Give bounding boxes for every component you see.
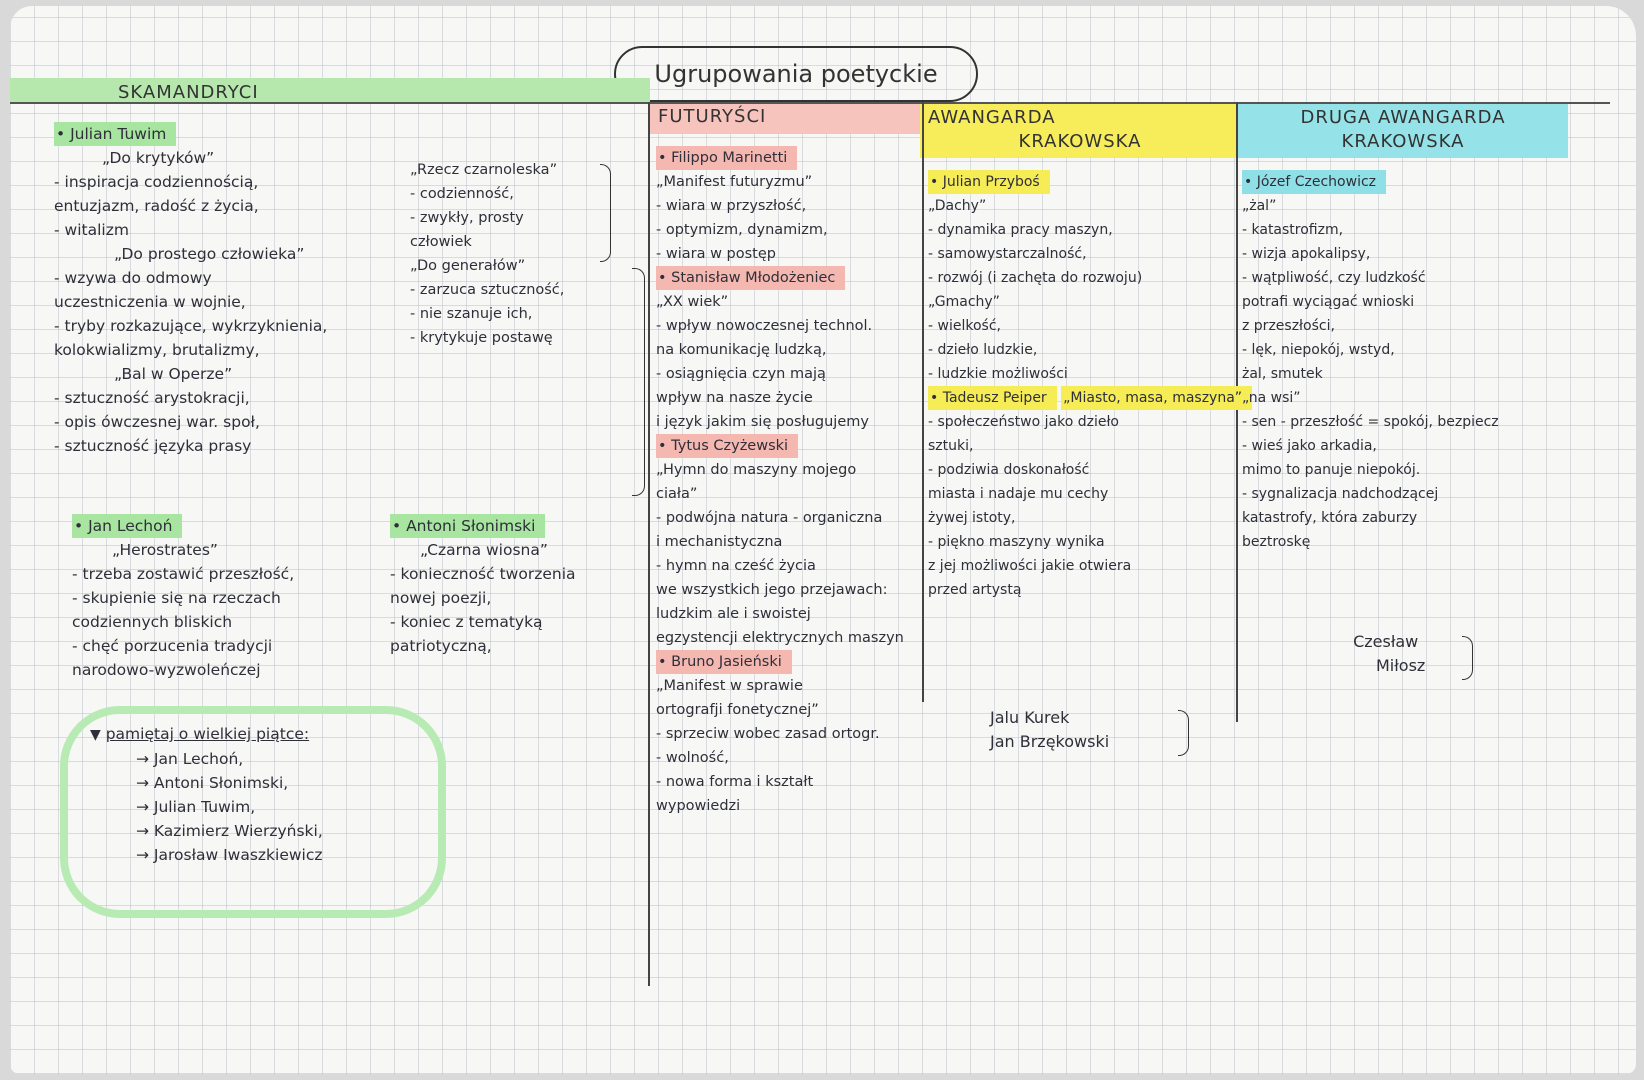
note-line: • Tytus Czyżewski — [656, 434, 798, 458]
druga-header-line2: KRAKOWSKA — [1341, 131, 1465, 152]
note-line: „Manifest w sprawie — [656, 678, 803, 694]
note-line: codziennych bliskich — [72, 613, 233, 631]
note-line: - wizja apokalipsy, — [1242, 246, 1371, 262]
note-line: na komunikację ludzką, — [656, 342, 827, 358]
note-line: - krytykuje postawę — [410, 330, 553, 346]
note-line: • Józef Czechowicz — [1242, 170, 1386, 194]
note-line: - sztuczność języka prasy — [54, 437, 252, 455]
note-line: katastrofy, która zaburzy — [1242, 510, 1418, 526]
note-line: - podziwia doskonałość — [928, 462, 1090, 478]
note-line: „Rzecz czarnoleska” — [410, 162, 558, 178]
note-line: • Julian Tuwim — [54, 122, 176, 146]
skamandryci-tuwim-notes — [54, 122, 327, 458]
note-line: - nowa forma i kształt — [656, 774, 814, 790]
note-line: wypowiedzi — [656, 798, 741, 814]
note-line: - samowystarczalność, — [928, 246, 1087, 262]
awangarda-notes — [928, 170, 1252, 602]
note-line: potrafi wyciągać wnioski — [1242, 294, 1415, 310]
note-line: we wszystkich jego przejawach: — [656, 582, 888, 598]
note-line: - sztuczność arystokracji, — [54, 389, 250, 407]
note-line: - wielkość, — [928, 318, 1001, 334]
note-line: - dzieło ludzkie, — [928, 342, 1038, 358]
note-line: uczestniczenia w wojnie, — [54, 293, 246, 311]
note-line: ludzkim ale i swoistej — [656, 606, 811, 622]
note-line: - wzywa do odmowy — [54, 269, 212, 287]
note-line: • Bruno Jasieński — [656, 650, 792, 674]
note-line: „Gmachy” — [928, 294, 1000, 310]
note-line: „Dachy” — [928, 198, 987, 214]
awangarda-header — [922, 106, 1238, 154]
note-line: - wpływ nowoczesnej technol. — [656, 318, 873, 334]
note-line: „Manifest futuryzmu” — [656, 174, 813, 190]
note-line: i język jakim się posługujemy — [656, 414, 869, 430]
note-line: - sygnalizacja nadchodzącej — [1242, 486, 1439, 502]
note-line: „Do prostego człowieka” — [114, 245, 305, 263]
note-line: „Herostrates” — [112, 541, 218, 559]
remember-title — [90, 722, 323, 747]
note-line: - sen - przeszłość = spokój, bezpiecz — [1242, 414, 1499, 430]
note-line: z jej możliwości jakie otwiera — [928, 558, 1132, 574]
note-line: człowiek — [410, 234, 472, 250]
remember-item: → Antoni Słonimski, — [136, 774, 289, 792]
note-line: „Do krytyków” — [102, 149, 215, 167]
druga-header — [1238, 106, 1568, 154]
brace-4 — [1462, 636, 1473, 680]
note-line: • Antoni Słonimski — [390, 514, 545, 538]
note-line: • Stanisław Młodożeniec — [656, 266, 845, 290]
note-line: nowej poezji, — [390, 589, 492, 607]
note-line: żal, smutek — [1242, 366, 1323, 382]
note-line: „Hymn do maszyny mojego — [656, 462, 857, 478]
note-line: żywej istoty, — [928, 510, 1016, 526]
remember-item: → Julian Tuwim, — [136, 798, 256, 816]
note-line: „Do generałów” — [410, 258, 526, 274]
note-line: - podwójna natura - organiczna — [656, 510, 883, 526]
note-line: - tryby rozkazujące, wykrzyknienia, — [54, 317, 328, 335]
note-line: - ludzkie możliwości — [928, 366, 1068, 382]
druga-header-line1: DRUGA AWANGARDA — [1300, 107, 1506, 128]
note-line: patriotyczną, — [390, 637, 492, 655]
note-line: z przeszłości, — [1242, 318, 1335, 334]
note-line: „żal” — [1242, 198, 1277, 214]
divider-1 — [648, 102, 650, 986]
skamandryci-header-band — [10, 78, 650, 104]
note-line: - optymizm, dynamizm, — [656, 222, 828, 238]
notebook-page — [10, 6, 1636, 1074]
extra-name: Jalu Kurek — [990, 708, 1070, 727]
druga-notes — [1242, 170, 1499, 554]
skamandryci-lechon-notes — [72, 514, 294, 682]
brace-3 — [1178, 710, 1189, 756]
pin-icon: ▼ — [90, 727, 101, 743]
skamandryci-tuwim-extra-notes — [410, 158, 564, 350]
skamandryci-header: SKAMANDRYCI — [118, 82, 259, 103]
note-line: - chęć porzucenia tradycji — [72, 637, 273, 655]
note-line: - rozwój (i zachęta do rozwoju) — [928, 270, 1143, 286]
note-line: - piękno maszyny wynika — [928, 534, 1105, 550]
note-line: „Czarna wiosna” — [420, 541, 548, 559]
note-line: - nie szanuje ich, — [410, 306, 533, 322]
note-line: - inspiracja codziennością, — [54, 173, 259, 191]
note-line: beztroskę — [1242, 534, 1311, 550]
note-line: „Bal w Operze” — [114, 365, 233, 383]
remember-item: → Jarosław Iwaszkiewicz — [136, 846, 323, 864]
note-line: - zwykły, prosty — [410, 210, 524, 226]
note-line: przed artystą — [928, 582, 1022, 598]
note-line: - dynamika pracy maszyn, — [928, 222, 1113, 238]
note-line: - konieczność tworzenia — [390, 565, 576, 583]
note-line: - witalizm — [54, 221, 129, 239]
page-title — [614, 46, 978, 102]
note-line: - osiągnięcia czyn mają — [656, 366, 826, 382]
futurysci-notes — [656, 146, 904, 818]
note-line: • Julian Przyboś — [928, 170, 1050, 194]
note-line: - opis ówczesnej war. społ, — [54, 413, 260, 431]
extra-name: Miłosz — [1376, 656, 1426, 675]
note-line: - koniec z tematyką — [390, 613, 543, 631]
brace-2 — [632, 268, 645, 496]
page-title-text: Ugrupowania poetyckie — [654, 60, 938, 88]
note-line: - trzeba zostawić przeszłość, — [72, 565, 295, 583]
druga-extra-names — [1346, 630, 1425, 678]
note-line: - wątpliwość, czy ludzkość — [1242, 270, 1426, 286]
remember-item: → Kazimierz Wierzyński, — [136, 822, 323, 840]
remember-item: → Jan Lechoń, — [136, 750, 244, 768]
note-line: - wieś jako arkadia, — [1242, 438, 1377, 454]
note-line: miasta i nadaje mu cechy — [928, 486, 1109, 502]
note-line: entuzjazm, radość z życia, — [54, 197, 259, 215]
note-line: ciała” — [656, 486, 698, 502]
note-line: i mechanistyczna — [656, 534, 783, 550]
note-line: ortografji fonetycznej” — [656, 702, 819, 718]
note-line: - społeczeństwo jako dzieło — [928, 414, 1119, 430]
note-line: - skupienie się na rzeczach — [72, 589, 281, 607]
awangarda-header-line1: AWANGARDA — [928, 107, 1056, 128]
note-line: • Tadeusz Peiper — [928, 386, 1057, 410]
note-line: - zarzuca sztuczność, — [410, 282, 565, 298]
note-line: wpływ na nasze życie — [656, 390, 813, 406]
note-line: „XX wiek” — [656, 294, 729, 310]
note-line: • Filippo Marinetti — [656, 146, 797, 170]
note-line: - wiara w postęp — [656, 246, 776, 262]
futurysci-header: FUTURYŚCI — [658, 106, 767, 127]
extra-name: Czesław — [1353, 632, 1419, 651]
note-line: - katastrofizm, — [1242, 222, 1344, 238]
note-line: - sprzeciw wobec zasad ortogr. — [656, 726, 880, 742]
note-line: - codzienność, — [410, 186, 514, 202]
divider-2 — [922, 102, 924, 702]
note-line: „Miasto, masa, maszyna” — [1061, 386, 1252, 410]
note-line: - lęk, niepokój, wstyd, — [1242, 342, 1395, 358]
skamandryci-slonimski-notes — [390, 514, 576, 658]
note-line: narodowo-wyzwoleńczej — [72, 661, 261, 679]
note-line: „na wsi” — [1242, 390, 1301, 406]
note-line: kolokwializmy, brutalizmy, — [54, 341, 260, 359]
note-line: - hymn na cześć życia — [656, 558, 816, 574]
awangarda-header-line2: KRAKOWSKA — [1018, 131, 1142, 152]
note-line: mimo to panuje niepokój. — [1242, 462, 1421, 478]
note-line: • Jan Lechoń — [72, 514, 182, 538]
awangarda-extra-names — [990, 706, 1109, 754]
remember-notes — [90, 722, 323, 867]
extra-name: Jan Brzękowski — [990, 732, 1110, 751]
note-line: - wiara w przyszłość, — [656, 198, 807, 214]
note-line: sztuki, — [928, 438, 974, 454]
brace-1 — [600, 164, 611, 262]
note-line: egzystencji elektrycznych maszyn — [656, 630, 904, 646]
remember-title-text: pamiętaj o wielkiej piątce: — [105, 725, 310, 743]
note-line: - wolność, — [656, 750, 729, 766]
